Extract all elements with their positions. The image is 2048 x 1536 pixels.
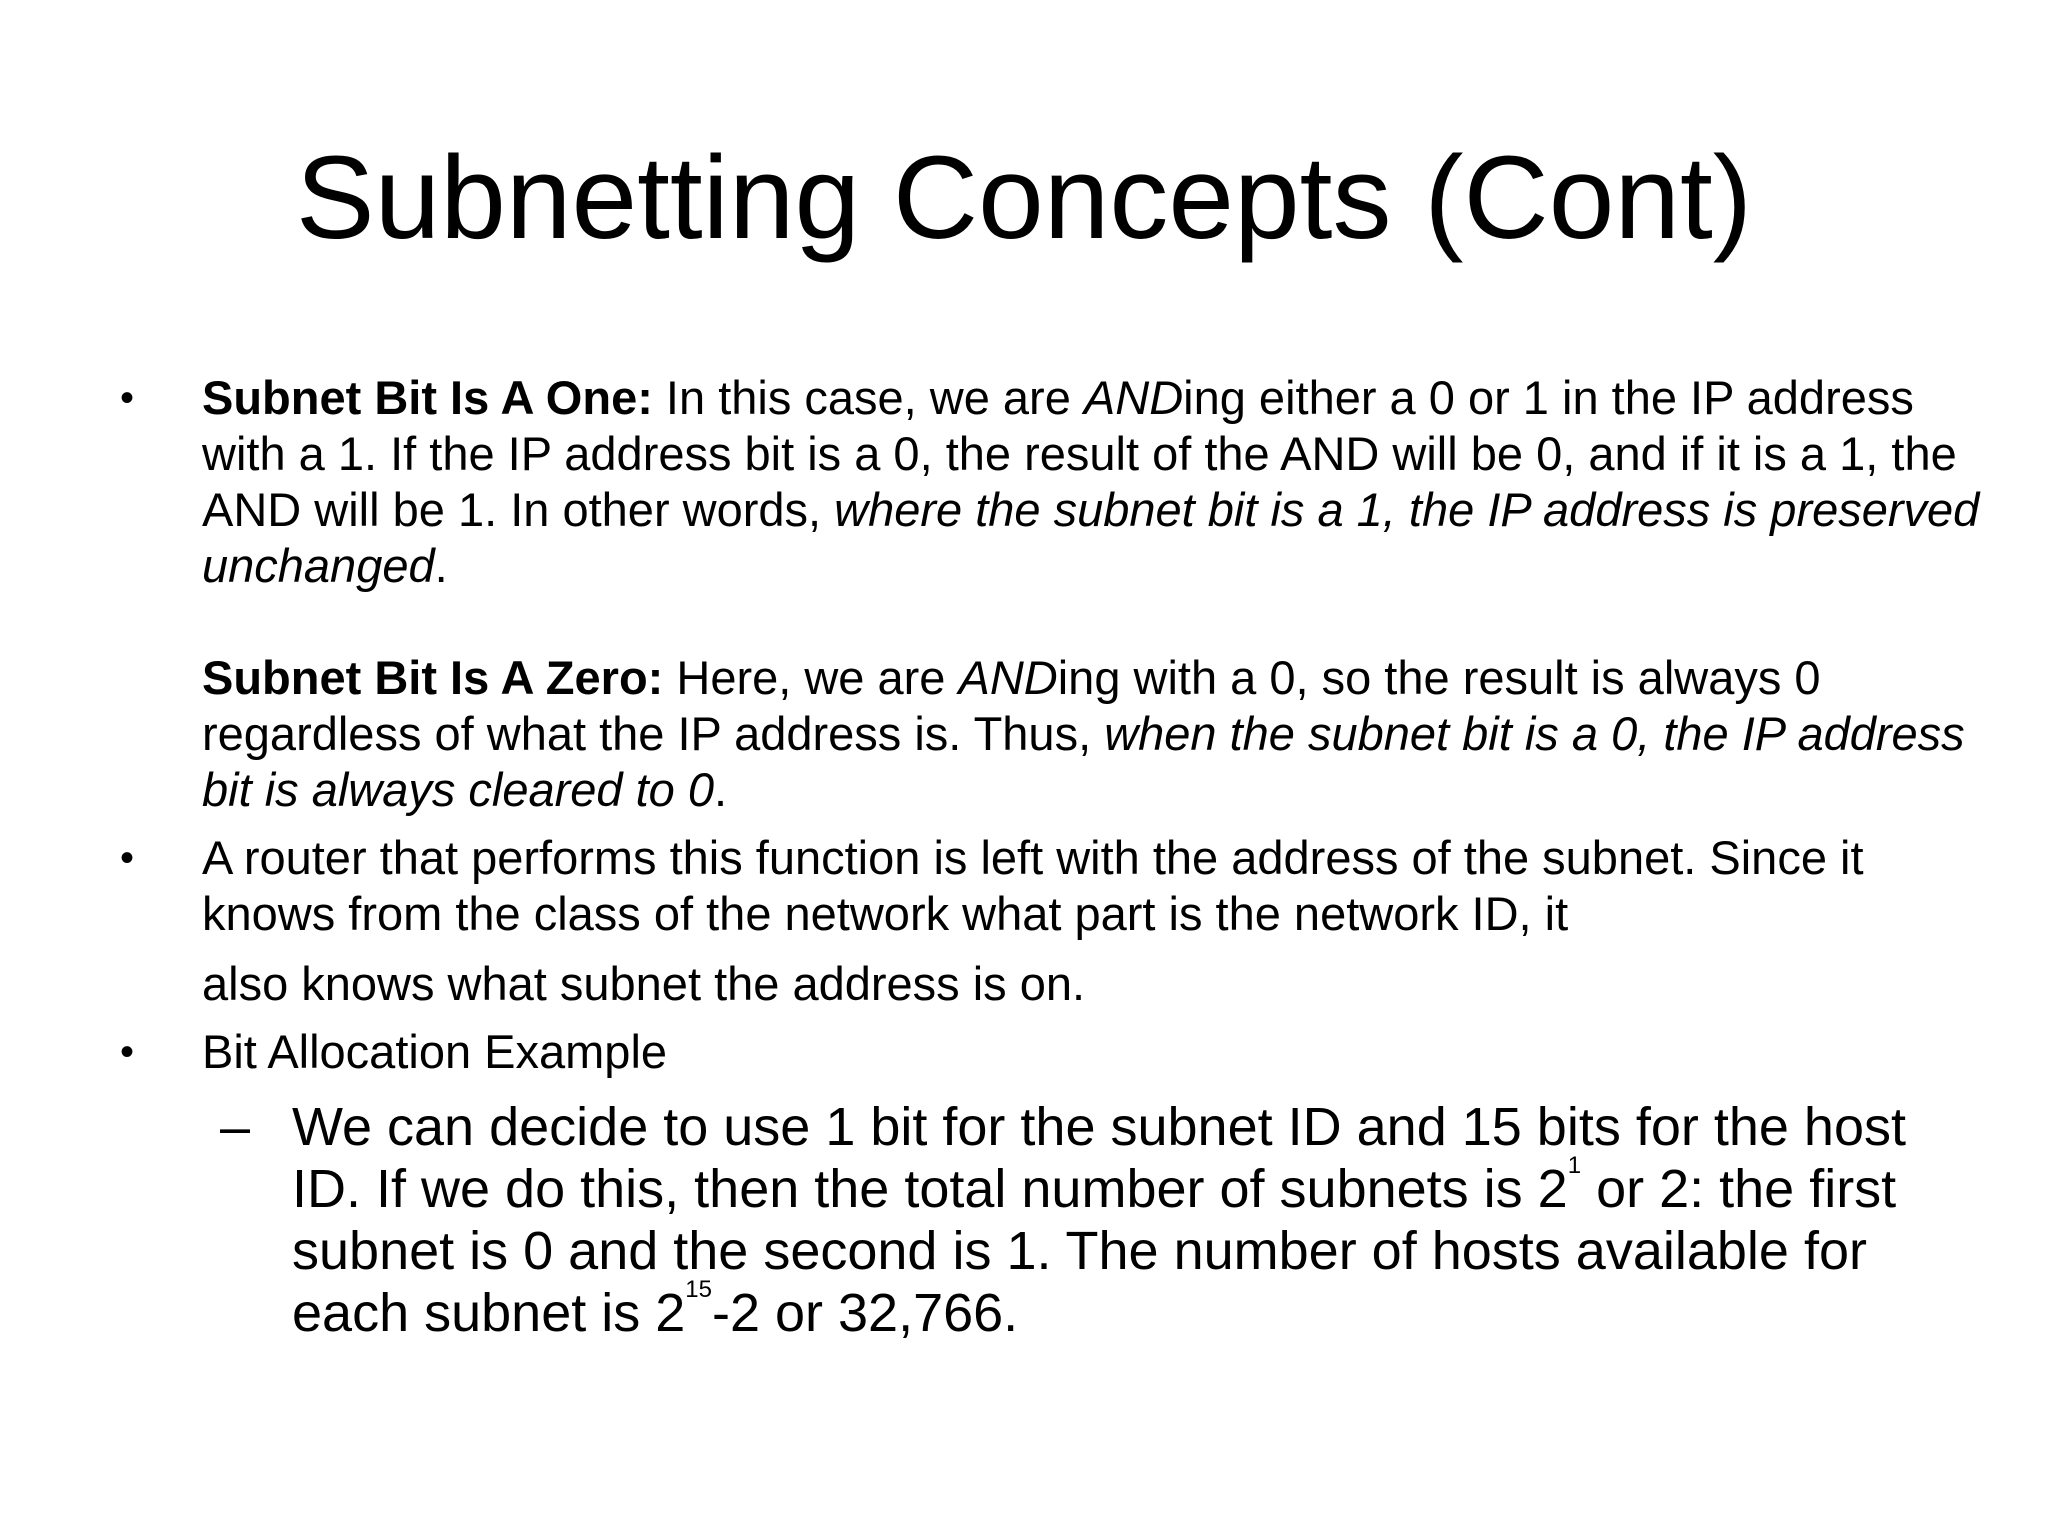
text-run: or 2: the first subnet is 0 and the second is 1. The number of hosts available for each subnet is 2: [292, 1159, 1897, 1343]
term-subnet-bit-one: Subnet Bit Is A One:: [202, 371, 653, 424]
text-run: .: [714, 763, 728, 816]
router-text-line-1: A router that performs this function is left with the address of the subnet. Since it knows from the class of the network what part is the network ID, it: [202, 831, 1864, 940]
text-run: Here, we are: [663, 651, 959, 704]
superscript-exponent: 15: [685, 1276, 712, 1303]
slide-body: [120, 370, 1980, 1344]
slide-title: Subnetting Concepts (Cont): [295, 132, 1753, 264]
text-run: In this case, we are: [652, 371, 1084, 424]
bullet-item-router: [120, 830, 1980, 1012]
superscript-exponent: 1: [1567, 1152, 1582, 1179]
term-subnet-bit-zero: Subnet Bit Is A Zero:: [202, 651, 664, 704]
sub-item-bit-allocation: [120, 1096, 1980, 1344]
text-run: ing with a 0, so the result is always 0 regardless of what the IP address is. Thus,: [202, 651, 1821, 760]
emphasis-cleared: when the subnet bit is a 0, the IP address bit is always cleared to 0: [202, 707, 1965, 816]
text-run: .: [434, 539, 448, 592]
paragraph-subnet-bit-zero: [202, 650, 1980, 818]
bullet-item-subnet-bit: [120, 370, 1980, 818]
bullet-icon: [120, 370, 160, 426]
emphasis-preserved: where the subnet bit is a 1, the IP address is preserved unchanged: [202, 483, 1980, 592]
text-run: ing either a 0 or 1 in the IP address with a 1. If the IP address bit is a 0, the result of the AND will be 0, and if it is a 1, the AND will be 1. In other words,: [202, 371, 1957, 536]
bullet-item-bit-allocation: [120, 1024, 1980, 1080]
emphasis-and: AND: [958, 651, 1058, 704]
paragraph-subnet-bit-one: [202, 370, 1980, 594]
bullet-icon: [120, 1024, 160, 1080]
emphasis-and: AND: [1083, 371, 1184, 424]
text-run: -2 or 32,766.: [711, 1283, 1019, 1343]
router-text-line-2: also knows what subnet the address is on.: [202, 957, 1086, 1010]
bit-allocation-heading: Bit Allocation Example: [202, 1025, 668, 1078]
dash-icon: [220, 1096, 250, 1158]
text-run: We can decide to use 1 bit for the subnet ID and 15 bits for the host ID. If we do this, then the total number of subnets is 2: [292, 1097, 1906, 1219]
bullet-icon: [120, 830, 160, 886]
